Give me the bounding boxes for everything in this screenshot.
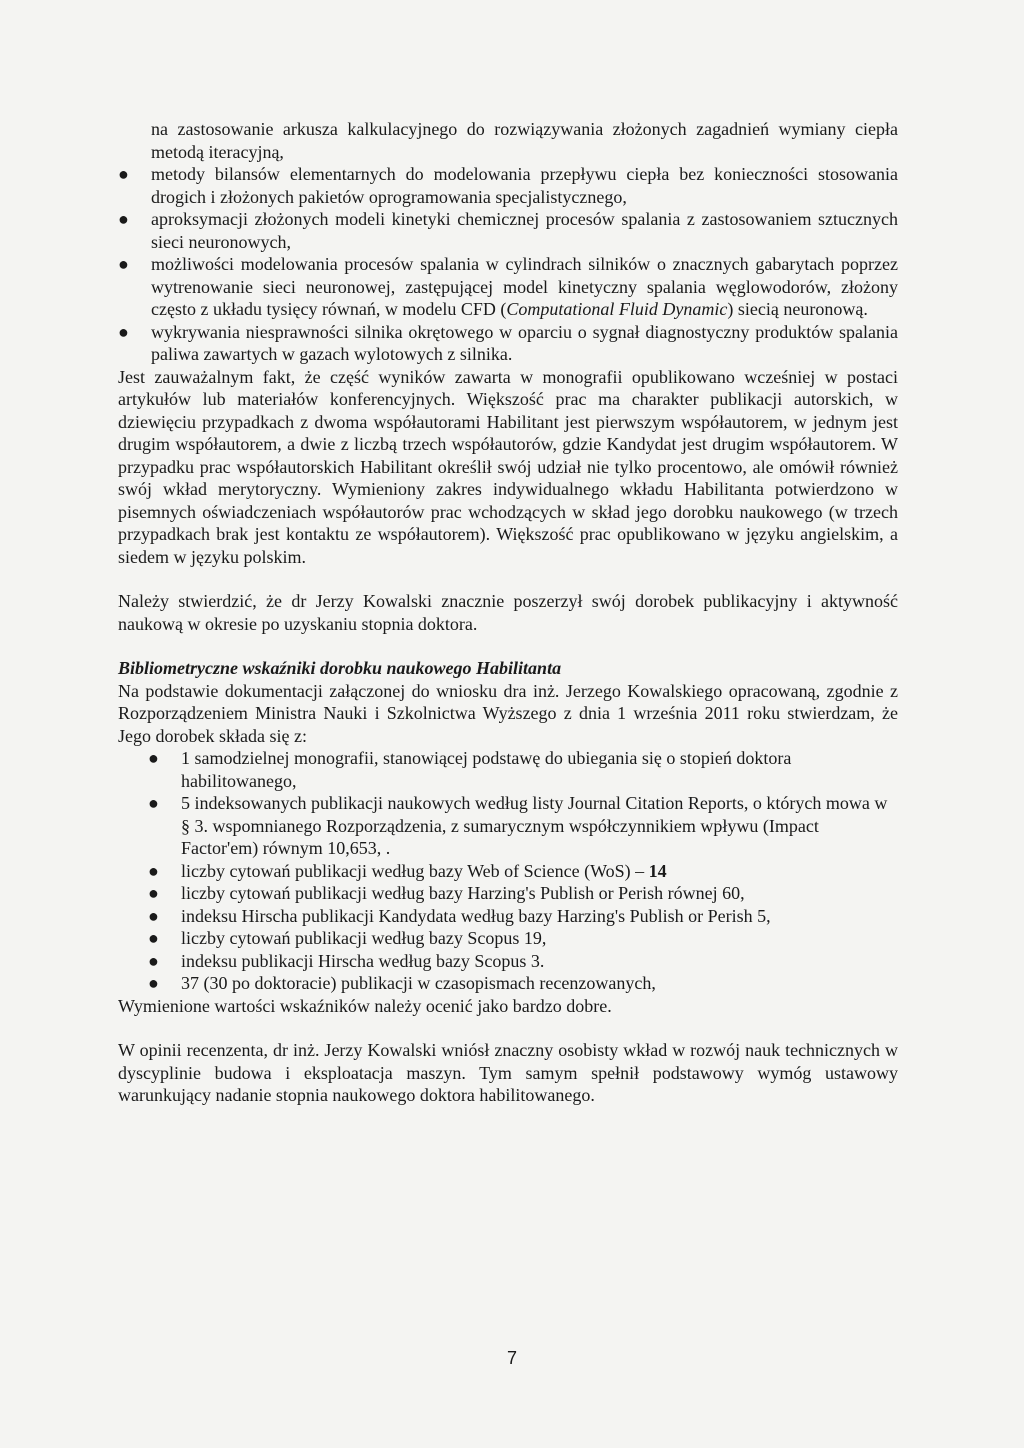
list-item: ● 1 samodzielnej monografii, stanowiącej podstawę do ubiegania się o stopień doktora habilitowanego, [148, 748, 792, 791]
bullet-icon: ● [148, 905, 159, 926]
list-item: ● indeksu Hirscha publikacji Kandydata według bazy Harzing's Publish or Perish 5, [148, 905, 771, 926]
section-heading: Bibliometryczne wskaźniki dorobku naukowego Habilitanta [118, 658, 562, 678]
bullet-icon: ● [148, 748, 159, 768]
bullet-icon: ● [118, 164, 129, 184]
paragraph-publications: Jest zauważalnym fakt, że część wyników zawarta w monografii opublikowano wcześniej w postaci artykułów lub materiałów konferencyjnych. Większość prac ma charakter publikacji autorskich, w dziewięciu przypadkach z dwoma współautorami Habilitant jest pierwszym współautorem, w jednym jest drugim współautorem, a dwie z liczbą trzech współautorów, gdzie Kandydat jest drugim współautorem. W przypadku prac współautorskich Habilitant określił swój udział nie tylko procentowo, ale omówił również swój wkład merytoryczny. Wymieniony zakres indywidualnego wkładu Habilitanta potwierdzono w pisemnych oświadczeniach współautorów prac wchodzących w skład jego dorobku naukowego (w trzech przypadkach brak jest kontaktu ze współautorem). Większość prac opublikowano w języku angielskim, a siedem w języku polskim. [118, 366, 898, 567]
bibliometric-list [118, 747, 898, 995]
methods-list [118, 163, 898, 366]
list-item: ● metody bilansów elementarnych do modelowania przepływu ciepła bez konieczności stosowania drogich i złożonych pakietów oprogramowania specjalistycznego, [118, 164, 898, 207]
bullet-icon: ● [148, 860, 159, 881]
list-item: ● liczby cytowań publikacji według bazy Web of Science (WoS) – 14 [148, 860, 667, 881]
intro-continuation: na zastosowanie arkusza kalkulacyjnego do rozwiązywania złożonych zagadnień wymiany ciepła metodą iteracyjną, [151, 119, 898, 162]
paragraph-conclusion-1: Należy stwierdzić, że dr Jerzy Kowalski znacznie poszerzył swój dorobek publikacyjny i aktywność naukową w okresie po uzyskaniu stopnia doktora. [118, 591, 898, 634]
document-page [118, 118, 898, 1107]
list-item: ● liczby cytowań publikacji według bazy Scopus 19, [148, 928, 547, 948]
list-item: ● aproksymacji złożonych modeli kinetyki chemicznej procesów spalania z zastosowaniem sztucznych sieci neuronowych, [118, 209, 898, 252]
bullet-icon: ● [118, 321, 129, 342]
bullet-icon: ● [148, 883, 159, 903]
page-number: 7 [506, 1348, 517, 1368]
list-item: ● liczby cytowań publikacji według bazy Harzing's Publish or Perish równej 60, [148, 883, 745, 903]
bullet-icon: ● [148, 928, 159, 948]
bullet-icon: ● [148, 793, 159, 813]
list-item: ● 37 (30 po doktoracie) publikacji w czasopismach recenzowanych, [148, 973, 656, 993]
list-item: ● 5 indeksowanych publikacji naukowych według listy Journal Citation Reports, o których mowa w § 3. wspomnianego Rozporządzenia, z sumarycznym współczynnikiem wpływu (Impact Factor'em) równym 10,653, . [148, 793, 888, 858]
paragraph-assessment: Wymienione wartości wskaźników należy ocenić jako bardzo dobre. [118, 995, 612, 1016]
bullet-icon: ● [148, 973, 159, 993]
list-item: ● wykrywania niesprawności silnika okrętowego w oparciu o sygnał diagnostyczny produktów spalania paliwa zawartych w gazach wylotowych z silnika. [118, 321, 898, 364]
list-item: ● możliwości modelowania procesów spalania w cylindrach silników o znacznych gabarytach poprzez wytrenowanie sieci neuronowej, zastępującej model kinetyczny spalania węglowodorów, złożony często z układu tysięcy równań, w modelu CFD (Computational Fluid Dynamic) siecią neuronową. [118, 254, 898, 319]
list-item: ● indeksu publikacji Hirscha według bazy Scopus 3. [148, 950, 545, 971]
bullet-icon: ● [118, 254, 129, 274]
paragraph-final-opinion: W opinii recenzenta, dr inż. Jerzy Kowalski wniósł znaczny osobisty wkład w rozwój nauk technicznych w dyscyplinie budowa i eksploatacja maszyn. Tym samym spełnił podstawowy wymóg ustawowy warunkujący nadanie stopnia naukowego doktora habilitowanego. [118, 1040, 898, 1105]
paragraph-bibliometry: Na podstawie dokumentacji załączonej do wniosku dra inż. Jerzego Kowalskiego opracowaną, zgodnie z Rozporządzeniem Ministra Nauki i Szkolnictwa Wyższego z dnia 1 września 2011 roku stwierdzam, że Jego dorobek składa się z: [118, 680, 898, 746]
bullet-icon: ● [118, 209, 129, 229]
bullet-icon: ● [148, 950, 159, 971]
